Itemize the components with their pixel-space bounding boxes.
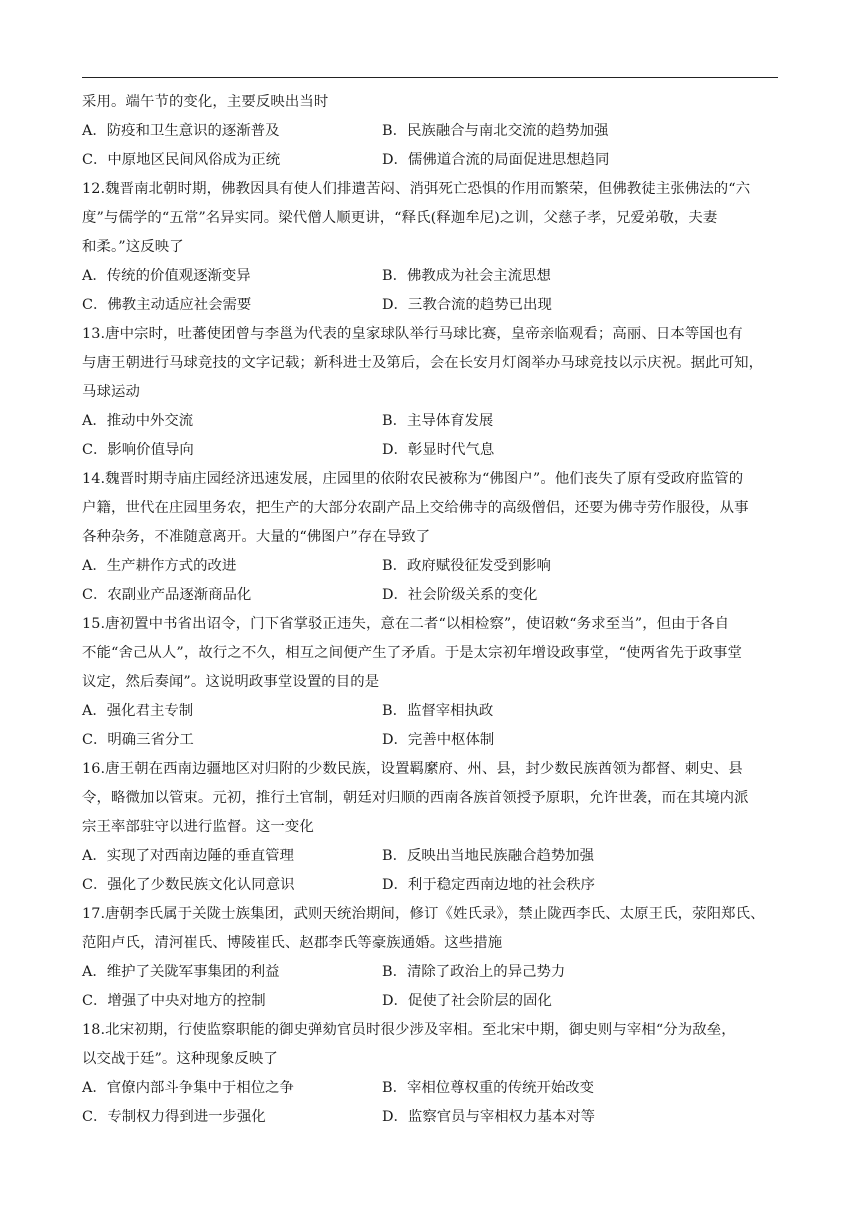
- question-17: [82, 900, 782, 1016]
- options-row: [82, 552, 782, 581]
- question-stem-line: 采用。端午节的变化，主要反映出当时: [82, 94, 329, 110]
- option-c: C．佛教主动适应社会需要: [82, 297, 252, 313]
- options-row: [82, 958, 782, 987]
- option-a: A．推动中外交流: [82, 413, 194, 429]
- option-c: C．增强了中央对地方的控制: [82, 993, 266, 1009]
- options-row: [82, 407, 782, 436]
- options-row: [82, 697, 782, 726]
- option-b: B．清除了政治上的异己势力: [382, 964, 566, 980]
- option-b: B．监督宰相执政: [382, 703, 494, 719]
- question-stem-line: 度”与儒学的“五常”名异实同。梁代僧人顺更讲，“释氏(释迦牟尼)之训，父慈子孝，兄爱弟敬，夫妻: [82, 210, 718, 226]
- header-rule: [82, 77, 778, 78]
- question-15: [82, 610, 782, 755]
- question-stem-line: 范阳卢氏，清河崔氏、博陵崔氏、赵郡李氏等豪族通婚。这些措施: [82, 935, 503, 951]
- options-row: [82, 1103, 782, 1132]
- question-list: [82, 88, 782, 1132]
- question-stem-line: 议定，然后奏闻”。这说明政事堂设置的目的是: [82, 674, 380, 690]
- options-row: [82, 436, 782, 465]
- options-row: [82, 117, 782, 146]
- option-b: B．政府赋役征发受到影响: [382, 558, 551, 574]
- option-a: A．维护了关陇军事集团的利益: [82, 964, 280, 980]
- option-a: A．防疫和卫生意识的逐渐普及: [82, 123, 280, 139]
- option-d: D．儒佛道合流的局面促进思想趋同: [382, 152, 610, 168]
- question-stem-line: 宗王率部驻守以进行监督。这一变化: [82, 819, 314, 835]
- options-row: [82, 871, 782, 900]
- option-d: D．社会阶级关系的变化: [382, 587, 538, 603]
- option-b: B．宰相位尊权重的传统开始改变: [382, 1080, 595, 1096]
- options-row: [82, 987, 782, 1016]
- option-a: A．强化君主专制: [82, 703, 194, 719]
- question-stem-line: 以交战于廷”。这种现象反映了: [82, 1051, 278, 1067]
- question-stem-line: 和柔。”这反映了: [82, 239, 184, 255]
- option-b: B．民族融合与南北交流的趋势加强: [382, 123, 609, 139]
- option-c: C．强化了少数民族文化认同意识: [82, 877, 295, 893]
- question-stem-line: 与唐王朝进行马球竞技的文字记载；新科进士及第后，会在长安月灯阁举办马球竞技以示庆祝。据此可知，: [82, 355, 764, 371]
- option-a: A．生产耕作方式的改进: [82, 558, 237, 574]
- option-a: A．官僚内部斗争集中于相位之争: [82, 1080, 294, 1096]
- option-b: B．反映出当地民族融合趋势加强: [382, 848, 595, 864]
- option-b: B．佛教成为社会主流思想: [382, 268, 551, 284]
- question-stem-line: 17.唐朝李氏属于关陇士族集团，武则天统治期间，修订《姓氏录》，禁止陇西李氏、太原王氏，荥阳郑氏、: [82, 906, 765, 922]
- question-13: [82, 320, 782, 465]
- question-12: [82, 175, 782, 320]
- option-c: C．影响价值导向: [82, 442, 194, 458]
- option-d: D．完善中枢体制: [382, 732, 495, 748]
- option-c: C．农副业产品逐渐商品化: [82, 587, 252, 603]
- options-row: [82, 291, 782, 320]
- question-stem-line: 户籍，世代在庄园里务农，把生产的大部分农副产品上交给佛寺的高级僧侣，还要为佛寺劳作服役，从事: [82, 500, 749, 516]
- question-stem-line: 不能“舍己从人”，故行之不久，相互之间便产生了矛盾。于是太宗初年增设政事堂，“使两省先于政事堂: [82, 645, 742, 661]
- option-d: D．监察官员与宰相权力基本对等: [382, 1109, 596, 1125]
- options-row: [82, 581, 782, 610]
- question-stem-line: 13.唐中宗时，吐蕃使团曾与李邕为代表的皇家球队举行马球比赛，皇帝亲临观看；高丽、日本等国也有: [82, 326, 743, 342]
- question-stem-line: 15.唐初置中书省出诏令，门下省掌驳正违失，意在二者“以相检察”，使诏敕“务求至当”，但由于各自: [82, 616, 730, 632]
- option-a: A．传统的价值观逐渐变异: [82, 268, 251, 284]
- question-stem-line: 12.魏晋南北朝时期，佛教因具有使人们排遣苦闷、消弭死亡恐惧的作用而繁荣，但佛教徒主张佛法的“六: [82, 181, 751, 197]
- option-a: A．实现了对西南边陲的垂直管理: [82, 848, 294, 864]
- question-14: [82, 465, 782, 610]
- options-row: [82, 262, 782, 291]
- options-row: [82, 146, 782, 175]
- option-d: D．彰显时代气息: [382, 442, 495, 458]
- question-18: [82, 1016, 782, 1132]
- option-c: C．明确三省分工: [82, 732, 194, 748]
- option-b: B．主导体育发展: [382, 413, 494, 429]
- option-d: D．三教合流的趋势已出现: [382, 297, 552, 313]
- options-row: [82, 726, 782, 755]
- question-stem-line: 令，略微加以管束。元初，推行土官制，朝廷对归顺的西南各族首领授予原职，允许世袭，而在其境内派: [82, 790, 749, 806]
- question-11-continuation: [82, 88, 782, 175]
- question-16: [82, 755, 782, 900]
- question-stem-line: 马球运动: [82, 384, 140, 400]
- option-c: C．专制权力得到进一步强化: [82, 1109, 266, 1125]
- option-c: C．中原地区民间风俗成为正统: [82, 152, 281, 168]
- option-d: D．促使了社会阶层的固化: [382, 993, 552, 1009]
- question-stem-line: 14.魏晋时期寺庙庄园经济迅速发展，庄园里的依附农民被称为“佛图户”。他们丧失了原有受政府监管的: [82, 471, 744, 487]
- question-stem-line: 各种杂务，不准随意离开。大量的“佛图户”存在导致了: [82, 529, 431, 545]
- question-stem-line: 18.北宋初期，行使监察职能的御史弹劾官员时很少涉及宰相。至北宋中期，御史则与宰相“分为敌垒，: [82, 1022, 736, 1038]
- question-stem-line: 16.唐王朝在西南边疆地区对归附的少数民族，设置羁縻府、州、县，封少数民族酋领为都督、刺史、县: [82, 761, 743, 777]
- option-d: D．利于稳定西南边地的社会秩序: [382, 877, 596, 893]
- options-row: [82, 842, 782, 871]
- options-row: [82, 1074, 782, 1103]
